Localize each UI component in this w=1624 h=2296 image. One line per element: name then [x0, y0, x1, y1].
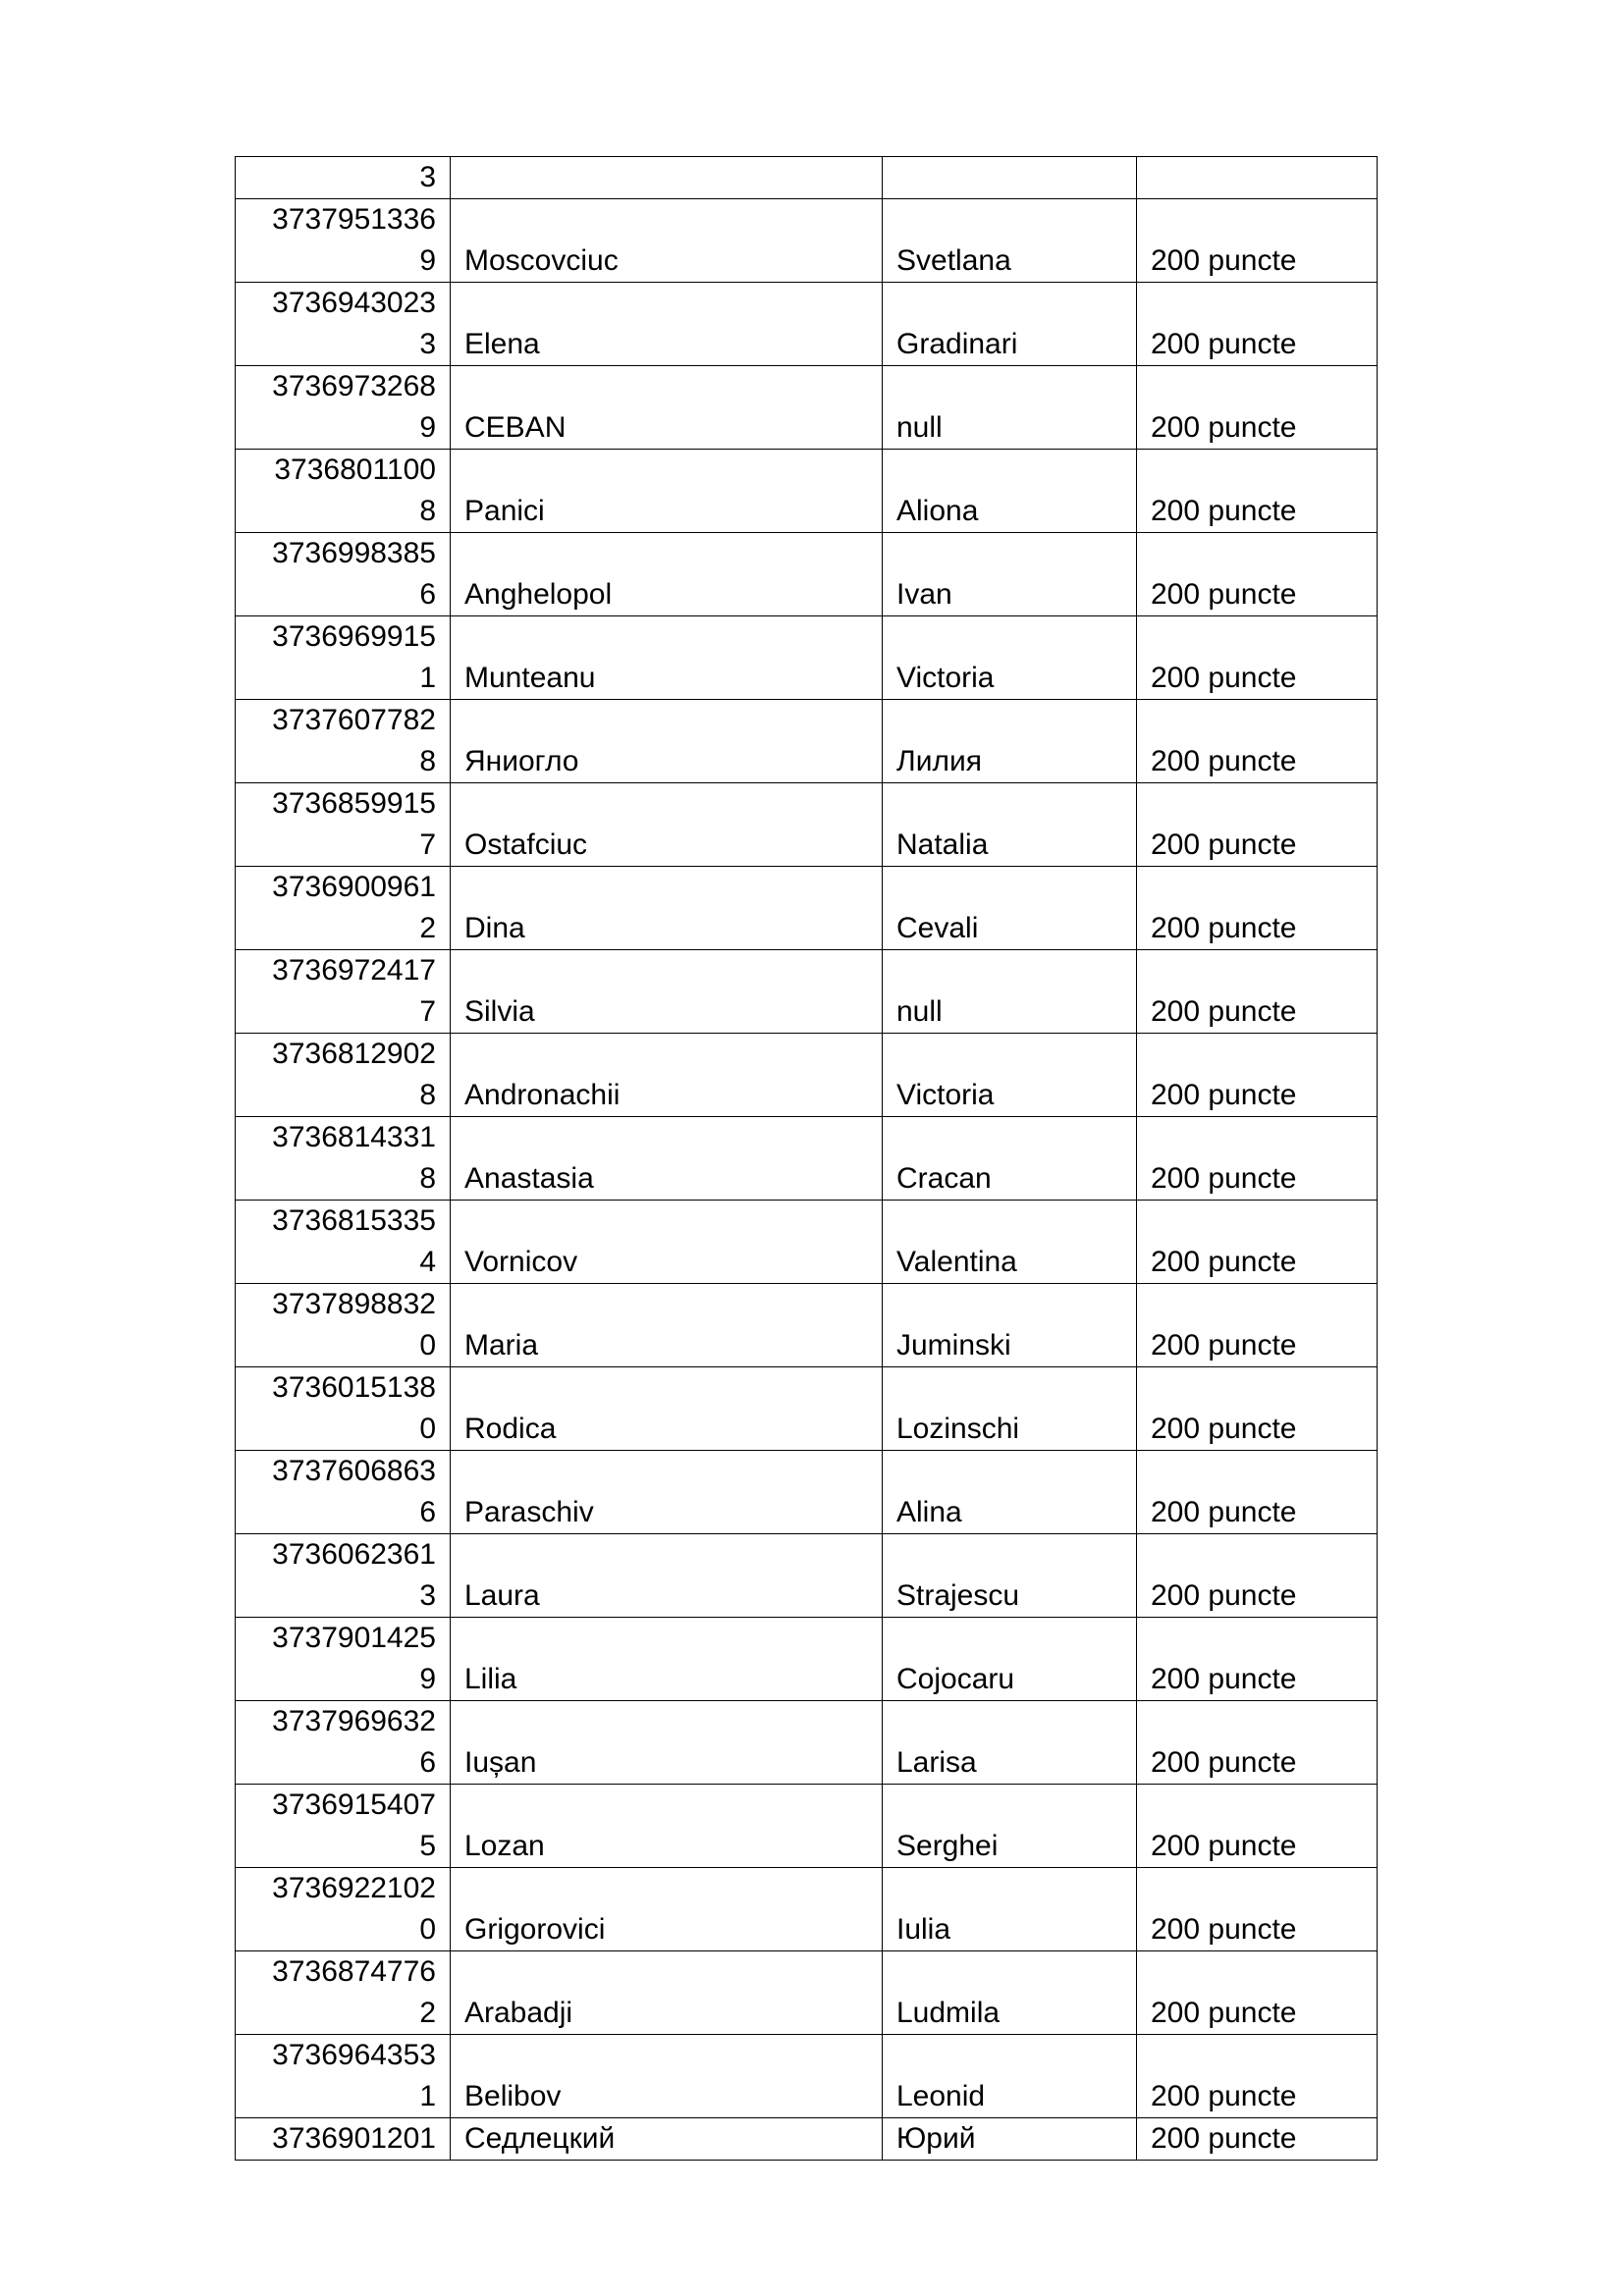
phone-cell — [236, 950, 451, 1034]
last-name-cell: Ostafciuc — [451, 783, 883, 867]
results-table — [235, 156, 1378, 2161]
table-row — [236, 533, 1378, 616]
phone-line: 6 — [419, 1746, 436, 1779]
points-cell: 200 puncte — [1137, 1451, 1378, 1534]
phone-line: 0 — [419, 1329, 436, 1362]
points-cell: 200 puncte — [1137, 199, 1378, 283]
first-name-cell: Aliona — [883, 450, 1137, 533]
phone-line: 3737898832 — [272, 1288, 436, 1320]
table-row — [236, 783, 1378, 867]
first-name-cell: Lozinschi — [883, 1367, 1137, 1451]
phone-line: 3736964353 — [272, 2039, 436, 2071]
phone-line: 3737606863 — [272, 1455, 436, 1487]
table-row — [236, 1367, 1378, 1451]
last-name-cell: Munteanu — [451, 616, 883, 700]
first-name-cell: Valentina — [883, 1201, 1137, 1284]
last-name-cell: Iușan — [451, 1701, 883, 1785]
phone-cell — [236, 1367, 451, 1451]
table-row — [236, 1785, 1378, 1868]
table-row — [236, 867, 1378, 950]
last-name-cell: Laura — [451, 1534, 883, 1618]
table-row — [236, 1701, 1378, 1785]
points-cell: 200 puncte — [1137, 867, 1378, 950]
phone-line: 8 — [419, 745, 436, 777]
phone-line: 3736815335 — [272, 1204, 436, 1237]
first-name-cell — [883, 157, 1137, 199]
phone-line: 3736915407 — [272, 1789, 436, 1821]
phone-line: 3736859915 — [272, 787, 436, 820]
phone-cell — [236, 1618, 451, 1701]
phone-line: 3 — [419, 328, 436, 360]
first-name-cell: Ludmila — [883, 1951, 1137, 2035]
table-row — [236, 950, 1378, 1034]
table-row — [236, 199, 1378, 283]
points-cell: 200 puncte — [1137, 533, 1378, 616]
first-name-cell: Alina — [883, 1451, 1137, 1534]
points-cell: 200 puncte — [1137, 1201, 1378, 1284]
points-cell: 200 puncte — [1137, 1785, 1378, 1868]
first-name-cell: Serghei — [883, 1785, 1137, 1868]
phone-line: 3 — [419, 161, 436, 193]
first-name-cell: Cojocaru — [883, 1618, 1137, 1701]
table-row — [236, 1451, 1378, 1534]
phone-line: 3736922102 — [272, 1872, 436, 1904]
phone-cell — [236, 1785, 451, 1868]
results-table-body — [236, 157, 1378, 2161]
points-cell: 200 puncte — [1137, 950, 1378, 1034]
points-cell: 200 puncte — [1137, 450, 1378, 533]
points-cell: 200 puncte — [1137, 1034, 1378, 1117]
phone-line: 0 — [419, 1913, 436, 1946]
points-cell: 200 puncte — [1137, 1618, 1378, 1701]
phone-line: 3737901425 — [272, 1622, 436, 1654]
last-name-cell: Седлецкий — [451, 2118, 883, 2161]
last-name-cell: Rodica — [451, 1367, 883, 1451]
phone-line: 3736874776 — [272, 1955, 436, 1988]
last-name-cell: Moscovciuc — [451, 199, 883, 283]
phone-cell — [236, 1951, 451, 2035]
first-name-cell: null — [883, 950, 1137, 1034]
last-name-cell: Anastasia — [451, 1117, 883, 1201]
phone-line: 3736814331 — [272, 1121, 436, 1153]
last-name-cell: Paraschiv — [451, 1451, 883, 1534]
phone-cell — [236, 2035, 451, 2118]
phone-line: 3737951336 — [272, 203, 436, 236]
phone-cell — [236, 616, 451, 700]
points-cell: 200 puncte — [1137, 783, 1378, 867]
first-name-cell: Juminski — [883, 1284, 1137, 1367]
points-cell: 200 puncte — [1137, 700, 1378, 783]
phone-cell — [236, 450, 451, 533]
last-name-cell: Anghelopol — [451, 533, 883, 616]
points-cell: 200 puncte — [1137, 366, 1378, 450]
points-cell: 200 puncte — [1137, 1951, 1378, 2035]
table-row — [236, 1618, 1378, 1701]
last-name-cell: Andronachii — [451, 1034, 883, 1117]
phone-cell — [236, 283, 451, 366]
first-name-cell: Юрий — [883, 2118, 1137, 2161]
points-cell: 200 puncte — [1137, 1117, 1378, 1201]
table-row — [236, 1284, 1378, 1367]
phone-cell — [236, 366, 451, 450]
phone-line: 9 — [419, 1663, 436, 1695]
last-name-cell: Panici — [451, 450, 883, 533]
phone-line: 3736812902 — [272, 1038, 436, 1070]
points-cell: 200 puncte — [1137, 616, 1378, 700]
first-name-cell: Cracan — [883, 1117, 1137, 1201]
phone-cell — [236, 1034, 451, 1117]
phone-line: 3736801100 — [274, 454, 436, 486]
phone-cell — [236, 199, 451, 283]
last-name-cell: Elena — [451, 283, 883, 366]
phone-line: 3736015138 — [272, 1371, 436, 1404]
first-name-cell: Leonid — [883, 2035, 1137, 2118]
points-cell: 200 puncte — [1137, 1284, 1378, 1367]
first-name-cell: Лилия — [883, 700, 1137, 783]
phone-line: 3736972417 — [272, 954, 436, 987]
last-name-cell — [451, 157, 883, 199]
phone-line: 6 — [419, 1496, 436, 1528]
table-row — [236, 366, 1378, 450]
first-name-cell: Natalia — [883, 783, 1137, 867]
phone-line: 8 — [419, 1079, 436, 1111]
points-cell: 200 puncte — [1137, 1367, 1378, 1451]
phone-line: 1 — [419, 2080, 436, 2112]
table-row — [236, 2035, 1378, 2118]
phone-line: 6 — [419, 578, 436, 611]
phone-cell — [236, 1451, 451, 1534]
first-name-cell: Strajescu — [883, 1534, 1137, 1618]
phone-line: 8 — [419, 495, 436, 527]
first-name-cell: Ivan — [883, 533, 1137, 616]
table-row — [236, 450, 1378, 533]
phone-line: 0 — [419, 1413, 436, 1445]
phone-line: 3736901201 — [272, 2122, 436, 2155]
phone-cell — [236, 1868, 451, 1951]
first-name-cell: Svetlana — [883, 199, 1137, 283]
table-row — [236, 1117, 1378, 1201]
last-name-cell: CEBAN — [451, 366, 883, 450]
phone-line: 3736998385 — [272, 537, 436, 569]
phone-cell — [236, 1534, 451, 1618]
first-name-cell: Victoria — [883, 616, 1137, 700]
phone-line: 2 — [419, 1997, 436, 2029]
table-row — [236, 616, 1378, 700]
first-name-cell: null — [883, 366, 1137, 450]
last-name-cell: Maria — [451, 1284, 883, 1367]
first-name-cell: Larisa — [883, 1701, 1137, 1785]
phone-line: 3 — [419, 1579, 436, 1612]
last-name-cell: Grigorovici — [451, 1868, 883, 1951]
last-name-cell: Vornicov — [451, 1201, 883, 1284]
phone-line: 1 — [419, 662, 436, 694]
phone-cell — [236, 157, 451, 199]
points-cell — [1137, 157, 1378, 199]
last-name-cell: Silvia — [451, 950, 883, 1034]
last-name-cell: Lozan — [451, 1785, 883, 1868]
phone-cell — [236, 1201, 451, 1284]
phone-line: 9 — [419, 244, 436, 277]
phone-cell — [236, 1284, 451, 1367]
points-cell: 200 puncte — [1137, 1701, 1378, 1785]
points-cell: 200 puncte — [1137, 1534, 1378, 1618]
table-row — [236, 157, 1378, 199]
first-name-cell: Gradinari — [883, 283, 1137, 366]
table-row — [236, 283, 1378, 366]
points-cell: 200 puncte — [1137, 2035, 1378, 2118]
phone-line: 3736062361 — [272, 1538, 436, 1571]
phone-line: 2 — [419, 912, 436, 944]
phone-line: 3736943023 — [272, 287, 436, 319]
phone-cell — [236, 867, 451, 950]
phone-line: 7 — [419, 995, 436, 1028]
phone-line: 8 — [419, 1162, 436, 1195]
table-row — [236, 1534, 1378, 1618]
table-row — [236, 1034, 1378, 1117]
table-row — [236, 1868, 1378, 1951]
phone-cell — [236, 2118, 451, 2161]
table-row — [236, 2118, 1378, 2161]
phone-line: 3737607782 — [272, 704, 436, 736]
table-row — [236, 1951, 1378, 2035]
points-cell: 200 puncte — [1137, 283, 1378, 366]
table-row — [236, 700, 1378, 783]
last-name-cell: Dina — [451, 867, 883, 950]
phone-line: 3736969915 — [272, 620, 436, 653]
phone-line: 4 — [419, 1246, 436, 1278]
phone-cell — [236, 700, 451, 783]
phone-line: 7 — [419, 828, 436, 861]
phone-line: 9 — [419, 411, 436, 444]
phone-cell — [236, 533, 451, 616]
last-name-cell: Яниогло — [451, 700, 883, 783]
first-name-cell: Victoria — [883, 1034, 1137, 1117]
phone-line: 5 — [419, 1830, 436, 1862]
phone-line: 3736900961 — [272, 871, 436, 903]
phone-line: 3737969632 — [272, 1705, 436, 1737]
first-name-cell: Cevali — [883, 867, 1137, 950]
points-cell: 200 puncte — [1137, 2118, 1378, 2161]
first-name-cell: Iulia — [883, 1868, 1137, 1951]
table-row — [236, 1201, 1378, 1284]
last-name-cell: Belibov — [451, 2035, 883, 2118]
phone-cell — [236, 1117, 451, 1201]
last-name-cell: Arabadji — [451, 1951, 883, 2035]
phone-cell — [236, 783, 451, 867]
phone-line: 3736973268 — [272, 370, 436, 402]
last-name-cell: Lilia — [451, 1618, 883, 1701]
phone-cell — [236, 1701, 451, 1785]
points-cell: 200 puncte — [1137, 1868, 1378, 1951]
